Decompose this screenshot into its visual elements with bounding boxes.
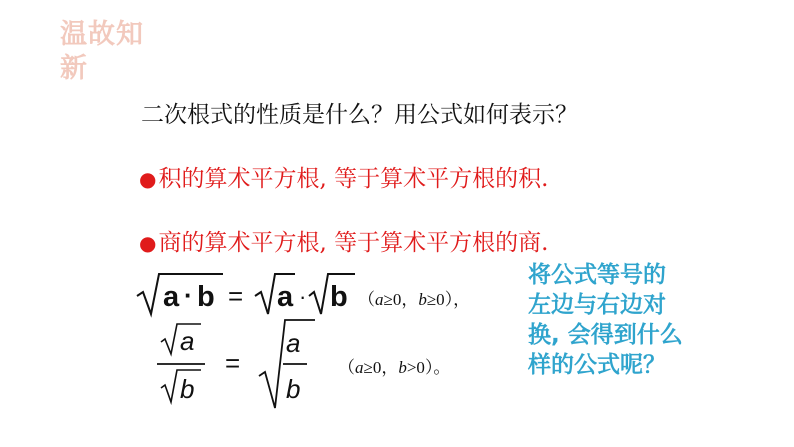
cond-a-relation: ≥0， xyxy=(383,290,419,309)
cond-var-a: a xyxy=(355,358,364,377)
property-product xyxy=(139,160,548,193)
rhs-b: b xyxy=(330,281,348,313)
cond-b-relation: ≥0 xyxy=(426,290,445,309)
cond-open: （ xyxy=(358,290,375,309)
rhs-dot: · xyxy=(299,284,307,309)
formula-quotient xyxy=(155,318,315,410)
lhs-b: b xyxy=(197,281,215,313)
bullet-icon: ● xyxy=(139,167,157,191)
cond-var-a: a xyxy=(375,290,384,309)
num-a: a xyxy=(180,326,195,356)
hint-question: 将公式等号的左边与右边对换, 会得到什么样的公式呢？ xyxy=(528,262,683,378)
formula-product xyxy=(135,270,360,320)
equals-sign-2: = xyxy=(225,348,241,378)
property-quotient-text: 商的算术平方根, 等于算术平方根的商. xyxy=(158,230,549,256)
property-product-text: 积的算术平方根, 等于算术平方根的积. xyxy=(158,166,549,192)
equals-sign: = xyxy=(228,281,244,311)
cond-a-relation: ≥0， xyxy=(363,358,399,377)
cond-b-relation: >0 xyxy=(406,358,425,377)
lhs-dot: · xyxy=(184,280,193,310)
cond-close: ）， xyxy=(444,290,471,309)
rhs-den-b: b xyxy=(286,374,301,404)
rhs-a: a xyxy=(277,281,294,313)
condition-quotient xyxy=(338,353,450,378)
den-b: b xyxy=(180,374,195,404)
bullet-icon: ● xyxy=(139,231,157,255)
cond-var-b: b xyxy=(418,290,427,309)
rhs-num-a: a xyxy=(286,328,301,358)
review-title: 温故知新 xyxy=(60,19,144,84)
cond-close: ）。 xyxy=(424,358,451,377)
question-text: 二次根式的性质是什么？用公式如何表示？ xyxy=(141,102,578,128)
cond-var-b: b xyxy=(398,358,407,377)
property-quotient xyxy=(139,224,548,257)
cond-open: （ xyxy=(338,358,355,377)
lhs-a: a xyxy=(163,281,180,313)
condition-product xyxy=(358,285,470,310)
